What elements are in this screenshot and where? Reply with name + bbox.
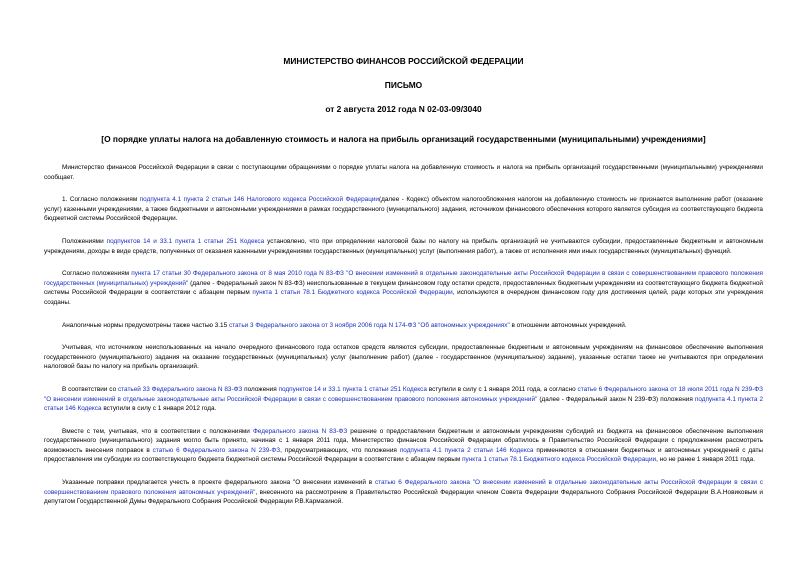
legal-reference-link[interactable]: Федерального закона N 83-ФЗ (252, 427, 348, 435)
legal-reference-link[interactable]: подпункта 4.1 пункта 2 статьи 146 Кодекса (399, 446, 534, 454)
paragraph (44, 195, 763, 224)
legal-reference-link[interactable]: статью 6 Федерального закона "О внесении изменений в отдельные законодательные акты Российской Федерации в связи с совершенствованием правового положения автономных учреждений" (44, 479, 763, 496)
document-date-number: от 2 августа 2012 года N 02-03-09/3040 (325, 104, 482, 114)
document-body (44, 163, 763, 507)
paragraph-text: Учитывая, что источником неиспользованных на начало очередного финансового года остатков средств являются субсидии, предоставленные бюджетным и автономным учреждениям на финансовое обеспечение выполнения государственного (муниципального) задания на оказание государственных (муниципальных) услуг (выполнение работ) (далее - государственное (муниципальное) задание), указанные остатки также не учитываются при определении налоговой базы по налогу на прибыль организаций. (44, 344, 763, 371)
paragraph-text: , используются в очередном финансовом году для достижения целей, ради которых эти учреждения созданы. (44, 289, 763, 306)
paragraph-text: , предусматривающих, что положения (280, 446, 400, 454)
paragraph-text: Указанные поправки предлагается учесть в проекте федерального закона "О внесении изменений в (62, 479, 375, 487)
paragraph-text: (далее - Федеральный закон N 83-ФЗ) неиспользованные в текущем финансовом году остатки средств, предоставленных бюджетным учреждениям из соответствующего бюджета бюджетной системы Российской Федерации в соответствии с абзацем первым (44, 279, 763, 297)
legal-reference-link[interactable]: подпункта 4.1 пункта 2 статьи 146 Кодекса (44, 395, 764, 413)
legal-reference-link[interactable]: подпунктов 14 и 33.1 пункта 1 статьи 251 Кодекса (278, 385, 427, 393)
paragraph (44, 321, 763, 331)
paragraph-text: Аналогичные нормы предусмотрены также частью 3.15 (62, 321, 229, 329)
paragraph-text: положения (242, 385, 279, 393)
paragraph (44, 269, 763, 307)
legal-reference-link[interactable]: подпункта 4.1 пункта 2 статьи 146 Налогового кодекса Российской Федерации (139, 196, 380, 204)
paragraph-text: , внесенного на рассмотрение в Правительство Российской Федерации членом Совета Федерации Федерального Собрания Российской Федерации В.А.Новиковым и депутатом Государственной Думы Федерального Собрания Российской Федерации Р.В.Кармазиной. (44, 488, 764, 506)
paragraph-text: вступили в силу с 1 января 2011 года, а согласно (426, 385, 578, 393)
paragraph (44, 427, 763, 465)
ministry-title: МИНИСТЕРСТВО ФИНАНСОВ РОССИЙСКОЙ ФЕДЕРАЦИИ (283, 56, 524, 66)
paragraph-text: Вместе с тем, учитывая, что в соответствии с положениями (62, 427, 253, 435)
legal-reference-link[interactable]: пункта 1 статьи 78.1 Бюджетного кодекса Российской Федерации (462, 456, 657, 464)
legal-reference-link[interactable]: пункта 1 статьи 78.1 Бюджетного кодекса Российской Федерации (252, 289, 453, 297)
paragraph-text: установлено, что при определении налоговой базы по налогу на прибыль организаций не учитываются субсидии, предоставленные бюджетным и автономным учреждениям, доходы в виде средств, полученных от оказания казенными учреждениями государственных (муниципальных) услуг (выполнения работ), а также от исполнения ими иных государственных (муниципальных) функций. (44, 237, 763, 255)
legal-reference-link[interactable]: подпунктов 14 и 33.1 пункта 1 статьи 251 Кодекса (106, 237, 265, 245)
paragraph (44, 163, 763, 182)
paragraph-text: Положениями (62, 237, 107, 245)
paragraph-text: (далее - Кодекс) объектом налогообложения налогом на добавленную стоимость не признается выполнение работ (оказание услуг) казенными учреждениями, а также бюджетными и автономными учреждениями в рамках государственного (муниципального) задания, источником финансового обеспечения которого является субсидия из соответствующего бюджета бюджетной системы Российской Федерации. (44, 196, 763, 223)
legal-reference-link[interactable]: статье 6 Федерального закона от 18 июля 2011 года N 239-ФЗ "О внесении изменений в отдельные законодательные акты Российской Федерации в связи с совершенствованием правового положения автономных учреждений" (44, 385, 763, 403)
paragraph-text: Согласно положениям (62, 270, 132, 278)
paragraph (44, 343, 763, 372)
paragraph-text: применяются в отношении бюджетных и автономных учреждений с даты предоставления им субсидии из соответствующего бюджета бюджетной системы Российской Федерации в соответствии с абзацем первым (44, 446, 764, 464)
paragraph-text: (далее - Федеральный закон N 239-ФЗ) положения (537, 395, 695, 403)
paragraph-text: В соответствии со (62, 385, 118, 393)
legal-reference-link[interactable]: статьи 3 Федерального закона от 3 ноября 2006 года N 174-ФЗ "Об автономных учреждениях" (228, 321, 510, 329)
document-subject: [О порядке уплаты налога на добавленную стоимость и налога на прибыль организаций государственными (муниципальными) учреждениями] (101, 134, 706, 144)
paragraph-text: в отношении автономных учреждений. (509, 321, 627, 329)
legal-reference-link[interactable]: пункта 17 статьи 30 Федерального закона от 8 мая 2010 года N 83-ФЗ "О внесении изменений в отдельные законодательные акты Российской Федерации в связи с совершенствованием правового положения государственных (муниципальных) учреждений" (44, 270, 763, 287)
paragraph-text: 1. Согласно положениям (62, 196, 140, 204)
paragraph-text: решение о предоставлении бюджетным и автономным учреждениям субсидий из бюджета на финансовое обеспечение выполнения государственного (муниципального) задания могло быть принято, начиная с 1 января 2011 года, Министерство финансов Российской Федерации обратилось в Правительство Российской Федерации с предложением рассмотреть возможность внесения поправок в (44, 427, 764, 454)
paragraph-text: Министерство финансов Российской Федерации в связи с поступающими обращениями о порядке уплаты налога на добавленную стоимость и налога на прибыль организаций государственными (муниципальными) учреждениями сообщает. (44, 164, 763, 181)
paragraph-text: вступили в силу с 1 января 2012 года. (101, 405, 217, 413)
legal-reference-link[interactable]: статьей 33 Федерального закона N 83-ФЗ (117, 385, 243, 393)
legal-reference-link[interactable]: статью 6 Федерального закона N 239-ФЗ (152, 446, 281, 454)
paragraph-text: , но не ранее 1 января 2011 года. (656, 456, 755, 464)
document-type: ПИСЬМО (384, 80, 423, 90)
paragraph (44, 237, 763, 256)
paragraph (44, 385, 763, 414)
paragraph (44, 478, 763, 507)
